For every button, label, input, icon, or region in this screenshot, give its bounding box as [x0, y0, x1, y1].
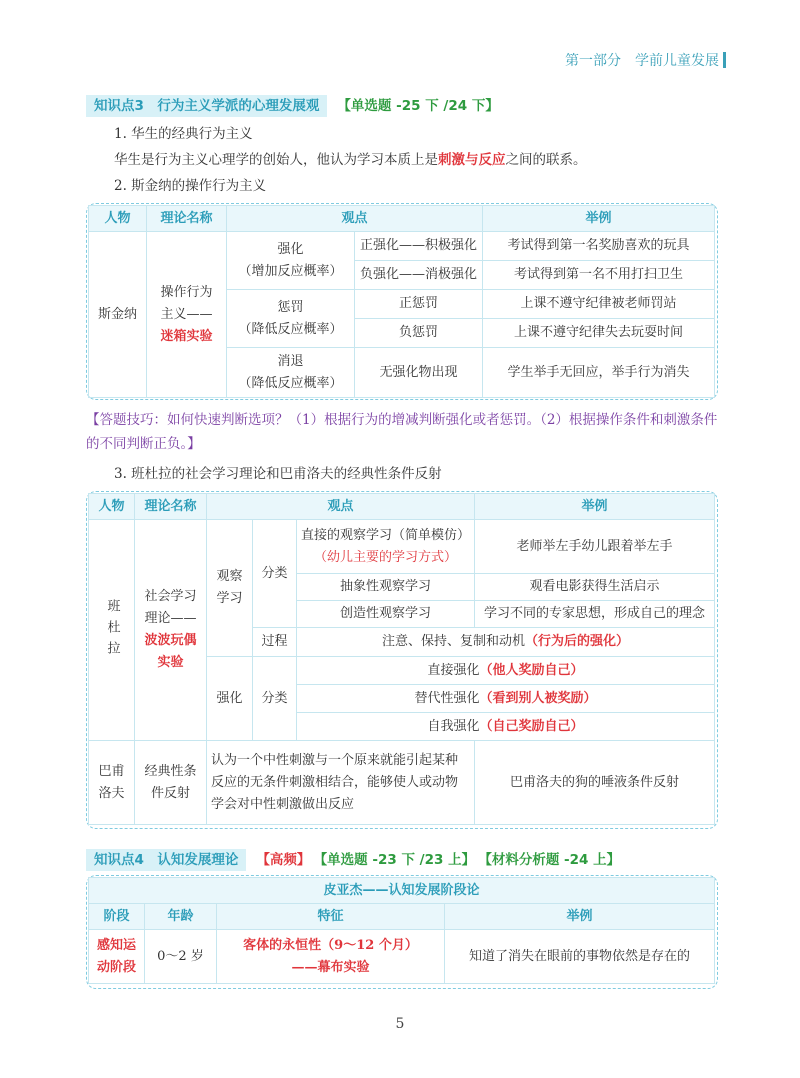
cell-vicarious-reinf: 替代性强化（看到别人被奖励） — [297, 685, 715, 713]
cell-example: 学生举手无回应，举手行为消失 — [483, 348, 715, 398]
th-example: 举例 — [483, 206, 715, 232]
running-header: 第一部分 学前儿童发展 — [565, 50, 726, 70]
cell-view: 无强化物出现 — [355, 348, 483, 398]
kp3-tag: 【单选题 -25 下 /24 下】 — [337, 98, 499, 114]
cell-view: 正惩罚 — [355, 290, 483, 319]
piaget-caption: 皮亚杰——认知发展阶段论 — [89, 878, 715, 904]
th-person: 人物 — [89, 206, 147, 232]
cell-example: 考试得到第一名奖励喜欢的玩具 — [483, 232, 715, 261]
cell-bandura: 班杜拉 — [89, 520, 135, 741]
cell-self-reinf: 自我强化（自己奖励自己） — [297, 713, 715, 741]
cell-direct-reinf: 直接强化（他人奖励自己） — [297, 657, 715, 685]
cell-punish: 惩罚 （降低反应概率） — [227, 290, 355, 348]
p-skinner-heading: 2. 斯金纳的操作行为主义 — [114, 178, 267, 194]
th-example: 举例 — [445, 904, 715, 930]
kp4-title: 知识点4 认知发展理论 — [86, 849, 246, 871]
cell-example: 考试得到第一名不用打扫卫生 — [483, 261, 715, 290]
th-example: 举例 — [475, 494, 715, 520]
piaget-table — [88, 877, 715, 984]
kp4-tag-freq: 【高频】 — [256, 852, 311, 868]
cell-view: 负强化——消极强化 — [355, 261, 483, 290]
cell-bandura-theory: 社会学习 理论—— 波波玩偶实验 — [135, 520, 207, 741]
p-bandura-heading: 3. 班杜拉的社会学习理论和巴甫洛夫的经典性条件反射 — [114, 466, 442, 482]
cell-pavlov-example: 巴甫洛夫的狗的唾液条件反射 — [475, 741, 715, 825]
cell-view: 负惩罚 — [355, 319, 483, 348]
th-feature: 特征 — [217, 904, 445, 930]
cell-observation: 观察学习 — [207, 520, 253, 657]
cell-extinction: 消退 （降低反应概率） — [227, 348, 355, 398]
cell-process-text: 注意、保持、复制和动机（行为后的强化） — [297, 628, 715, 657]
cell-example: 老师举左手幼儿跟着举左手 — [475, 520, 715, 574]
kp4-tag-material: 【材料分析题 -24 上】 — [485, 852, 621, 868]
cell-example: 观看电影获得生活启示 — [475, 574, 715, 601]
cell-reinforce: 强化 （增加反应概率） — [227, 232, 355, 290]
cell-pavlov: 巴甫洛夫 — [89, 741, 135, 825]
p-watson-heading: 1. 华生的经典行为主义 — [114, 126, 253, 142]
cell-view: 创造性观察学习 — [297, 601, 475, 628]
p-watson-desc: 华生是行为主义心理学的创始人，他认为学习本质上是刺激与反应之间的联系。 — [114, 152, 587, 168]
kp3-heading — [86, 94, 499, 114]
cell-feature: 客体的永恒性（9～12 个月） ——幕布实验 — [217, 930, 445, 984]
kp3-title: 知识点3 行为主义学派的心理发展观 — [86, 95, 327, 117]
cell-example: 上课不遵守纪律被老师罚站 — [483, 290, 715, 319]
kp4-heading — [86, 848, 620, 868]
th-view: 观点 — [207, 494, 475, 520]
cell-reinforce: 强化 — [207, 657, 253, 741]
cell-classify2: 分类 — [253, 657, 297, 741]
bandura-table — [88, 493, 715, 825]
cell-pavlov-theory: 经典性条件反射 — [135, 741, 207, 825]
th-person: 人物 — [89, 494, 135, 520]
th-stage: 阶段 — [89, 904, 145, 930]
kp4-tag-single: 【单选题 -23 下 /23 上】 — [320, 852, 476, 868]
th-age: 年龄 — [145, 904, 217, 930]
cell-pavlov-view: 认为一个中性刺激与一个原来就能引起某种反应的无条件刺激相结合，能够使人或动物学会对中性刺激做出反应 — [207, 741, 475, 825]
cell-classify: 分类 — [253, 520, 297, 628]
cell-view: 抽象性观察学习 — [297, 574, 475, 601]
cell-view: 正强化——积极强化 — [355, 232, 483, 261]
cell-skinner-theory: 操作行为 主义—— 迷箱实验 — [147, 232, 227, 398]
page-number: 5 — [395, 1016, 405, 1032]
cell-skinner: 斯金纳 — [89, 232, 147, 398]
th-theory: 理论名称 — [135, 494, 207, 520]
cell-example: 学习不同的专家思想，形成自己的理念 — [475, 601, 715, 628]
cell-example: 上课不遵守纪律失去玩耍时间 — [483, 319, 715, 348]
skinner-table — [88, 205, 715, 398]
header-bar — [723, 52, 726, 68]
answer-tip: 【答题技巧：如何快速判断选项？（1）根据行为的增减判断强化或者惩罚。（2）根据操作条件和刺激条件的不同判断正负。】 — [86, 412, 718, 452]
cell-stage: 感知运动阶段 — [89, 930, 145, 984]
cell-view: 直接的观察学习（简单模仿）（幼儿主要的学习方式） — [297, 520, 475, 574]
th-view: 观点 — [227, 206, 483, 232]
cell-example: 知道了消失在眼前的事物依然是存在的 — [445, 930, 715, 984]
th-theory: 理论名称 — [147, 206, 227, 232]
cell-age: 0～2 岁 — [145, 930, 217, 984]
cell-process: 过程 — [253, 628, 297, 657]
